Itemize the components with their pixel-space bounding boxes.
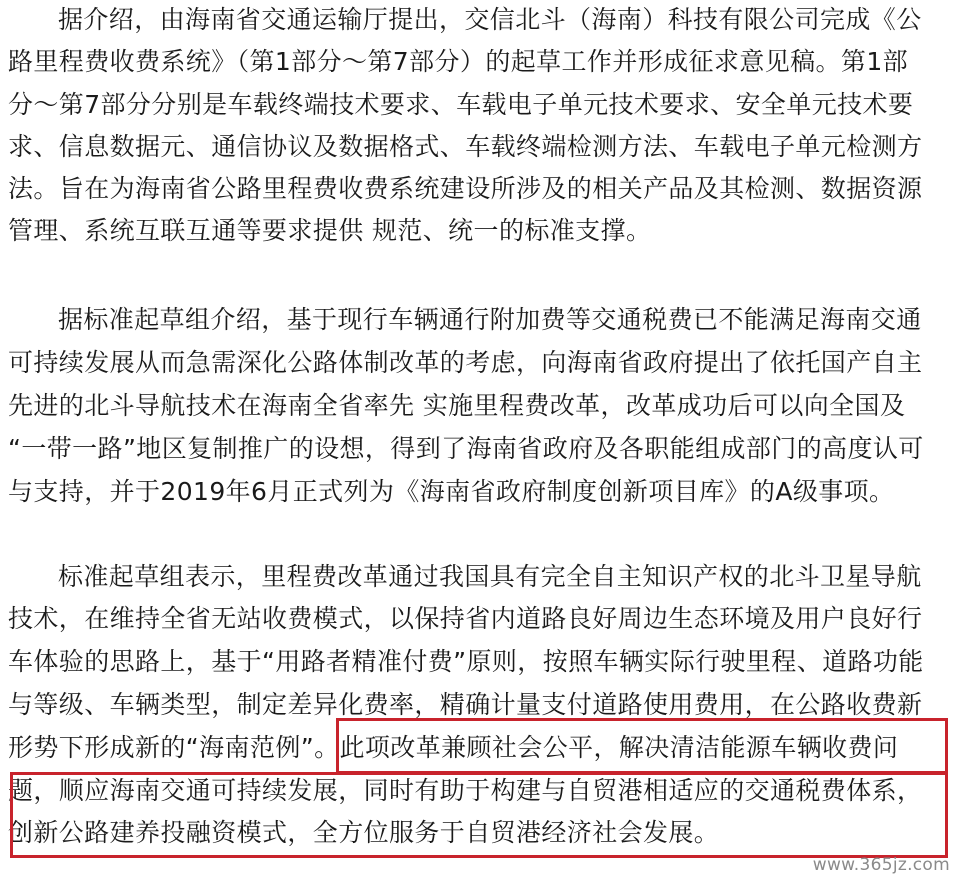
paragraph-1-line-4: 求、信息数据元、通信协议及数据格式、车载终端检测方法、车载电子单元检测方 — [8, 132, 923, 161]
paragraph-1-line-2: 路里程费收费系统》（第1部分～第7部分）的起草工作并形成征求意见稿。第1部 — [8, 47, 909, 76]
paragraph-3-line-2: 技术，在维持全省无站收费模式，以保持省内道路良好周边生态环境及用户良好行 — [8, 604, 923, 633]
paragraph-2-line-4: “一带一路”地区复制推广的设想，得到了海南省政府及各职能组成部门的高度认可 — [8, 434, 924, 463]
paragraph-3-line-7: 创新公路建养投融资模式，全方位服务于自贸港经济社会发展。 — [8, 818, 720, 847]
paragraph-1-line-3: 分～第7部分分别是车载终端技术要求、车载电子单元技术要求、安全单元技术要 — [8, 90, 914, 119]
paragraph-1-line-1: 据介绍，由海南省交通运输厅提出，交信北斗（海南）科技有限公司完成《公 — [58, 5, 922, 34]
paragraph-3-line-3: 车体验的思路上，基于“用路者精准付费”原则，按照车辆实际行驶里程、道路功能 — [8, 647, 924, 676]
paragraph-3-line-1: 标准起草组表示，里程费改革通过我国具有完全自主知识产权的北斗卫星导航 — [58, 562, 922, 591]
paragraph-1-line-6: 管理、系统互联互通等要求提供 规范、统一的标准支撑。 — [8, 216, 652, 245]
site-watermark: www.365jz.com — [812, 855, 950, 875]
paragraph-2-line-3: 先进的北斗导航技术在海南全省率先 实施里程费改革，改革成功后可以向全国及 — [8, 391, 906, 420]
paragraph-2-line-1: 据标准起草组介绍，基于现行车辆通行附加费等交通税费已不能满足海南交通 — [58, 305, 922, 334]
paragraph-3-line-5: 形势下形成新的“海南范例”。此项改革兼顾社会公平，解决清洁能源车辆收费问 — [8, 733, 899, 762]
paragraph-3-line-4: 与等级、车辆类型，制定差异化费率，精确计量支付道路使用费用，在公路收费新 — [8, 690, 923, 719]
paragraph-3-line-6: 题，顺应海南交通可持续发展，同时有助于构建与自贸港相适应的交通税费体系， — [8, 776, 923, 805]
paragraph-2-line-2: 可持续发展从而急需深化公路体制改革的考虑，向海南省政府提出了依托国产自主 — [8, 348, 923, 377]
paragraph-1-line-5: 法。旨在为海南省公路里程费收费系统建设所涉及的相关产品及其检测、数据资源 — [8, 174, 923, 203]
paragraph-2-line-5: 与支持，并于2019年6月正式列为《海南省政府制度创新项目库》的A级事项。 — [8, 477, 895, 506]
